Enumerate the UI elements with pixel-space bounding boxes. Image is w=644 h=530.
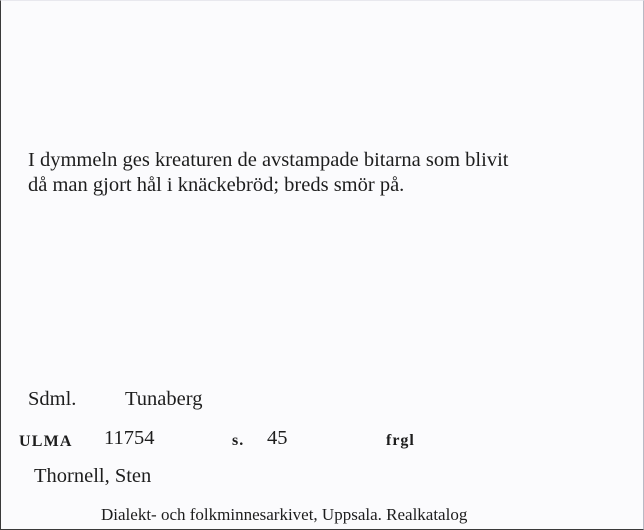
card-text-line: då man gjort hål i knäckebröd; breds smör på. xyxy=(28,174,405,196)
category-code: frgl xyxy=(386,432,415,449)
archive-footer: Dialekt- och folkminnesarkivet, Uppsala. Realkatalog xyxy=(101,505,468,524)
place-name: Tunaberg xyxy=(125,388,203,410)
page-number: 45 xyxy=(267,427,288,449)
card-text xyxy=(28,148,628,198)
page-label: s. xyxy=(232,432,245,449)
archive-number: 11754 xyxy=(104,427,155,449)
province-label: Sdml. xyxy=(28,388,77,410)
archive-label: ULMA xyxy=(19,433,73,450)
card-text-line: I dymmeln ges kreaturen de avstampade bitarna som blivit xyxy=(28,149,509,171)
recorder-name: Thornell, Sten xyxy=(34,465,152,487)
